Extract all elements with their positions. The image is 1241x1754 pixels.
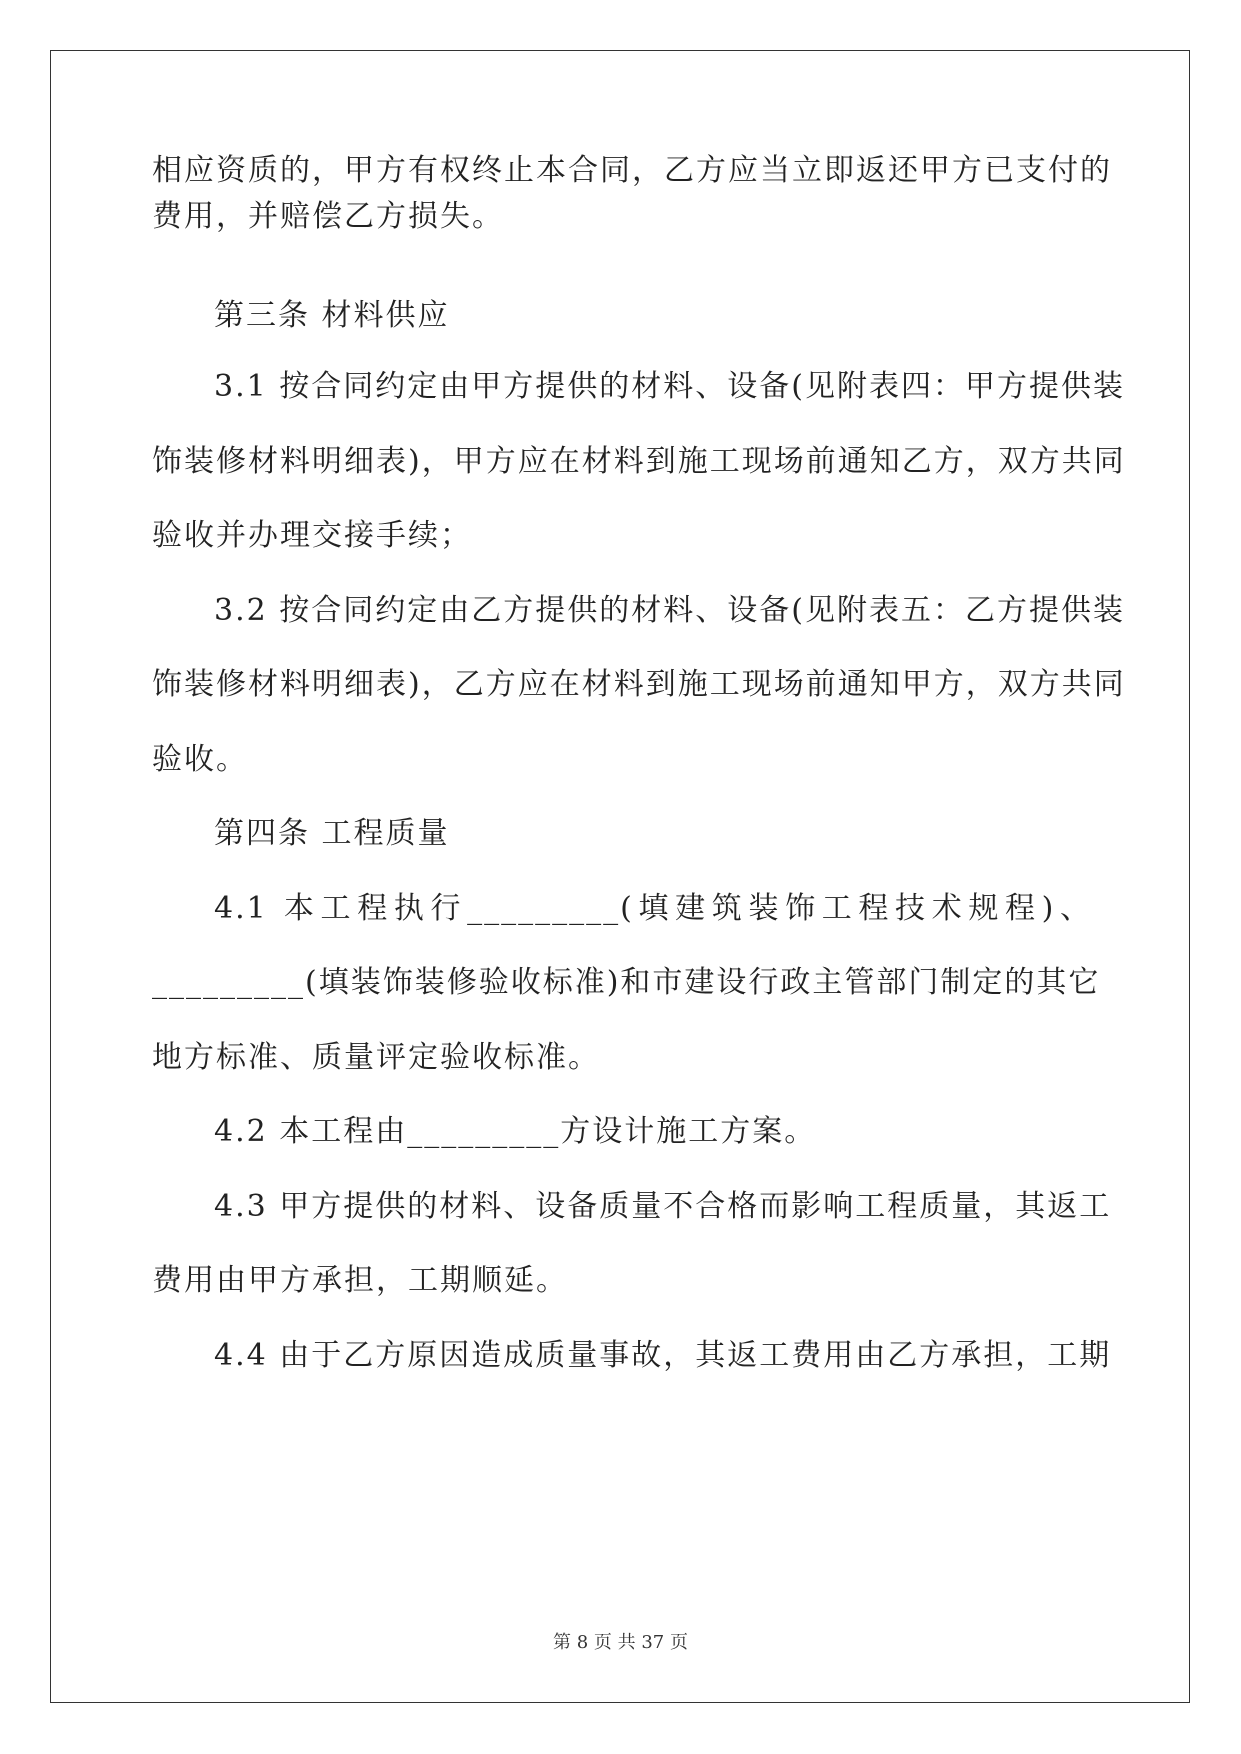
paragraph-line: 验收。 [152, 742, 248, 777]
page-number: 第 8 页 共 37 页 [553, 1632, 688, 1653]
paragraph-line: 4.3 甲方提供的材料、设备质量不合格而影响工程质量，其返工 [214, 1189, 1112, 1224]
section-heading: 第三条 材料供应 [214, 298, 450, 333]
paragraph-line: 4.2 本工程由_________方设计施工方案。 [214, 1114, 817, 1149]
paragraph-line: 饰装修材料明细表)，乙方应在材料到施工现场前通知甲方，双方共同 [152, 667, 1126, 702]
paragraph-line: 费用由甲方承担，工期顺延。 [152, 1263, 568, 1298]
section-heading: 第四条 工程质量 [214, 816, 450, 851]
paragraph-line: 4.1 本工程执行_________(填建筑装饰工程技术规程)、 [214, 891, 1092, 926]
paragraph-line: _________(填装饰装修验收标准)和市建设行政主管部门制定的其它 [152, 965, 1101, 1000]
paragraph-line: 4.4 由于乙方原因造成质量事故，其返工费用由乙方承担，工期 [214, 1338, 1112, 1373]
paragraph-line: 饰装修材料明细表)，甲方应在材料到施工现场前通知乙方，双方共同 [152, 444, 1126, 479]
paragraph-line: 验收并办理交接手续； [152, 518, 472, 553]
paragraph-line: 3.1 按合同约定由甲方提供的材料、设备(见附表四：甲方提供装 [214, 369, 1125, 404]
paragraph-line: 费用，并赔偿乙方损失。 [152, 199, 504, 234]
paragraph-line: 地方标准、质量评定验收标准。 [152, 1040, 600, 1075]
paragraph-line: 3.2 按合同约定由乙方提供的材料、设备(见附表五：乙方提供装 [214, 593, 1125, 628]
paragraph-line: 相应资质的，甲方有权终止本合同，乙方应当立即返还甲方已支付的 [152, 153, 1112, 188]
